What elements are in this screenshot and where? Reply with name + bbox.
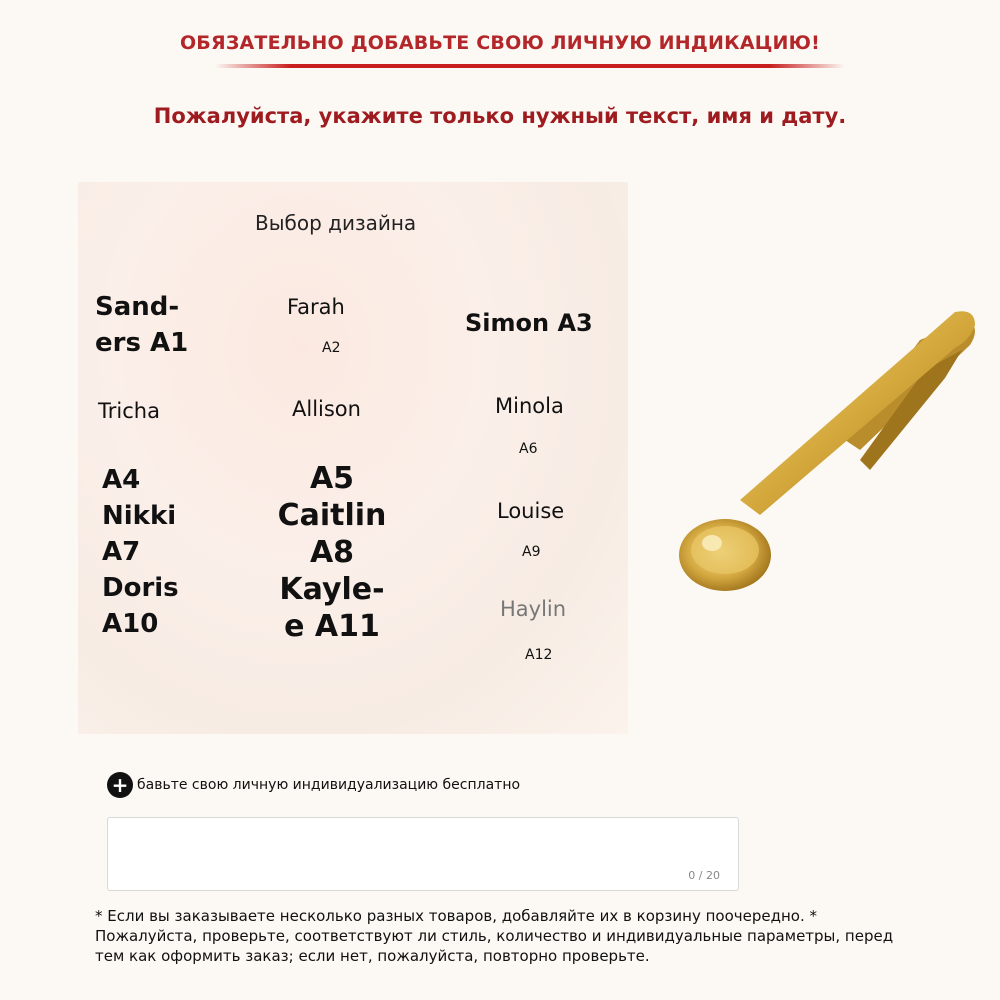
personalization-input[interactable] (107, 817, 739, 891)
character-counter: 0 / 20 (688, 869, 720, 882)
design-option-a2-code: A2 (322, 340, 341, 356)
design-option-minola[interactable]: Minola (495, 394, 564, 418)
page-subtitle: Пожалуйста, укажите только нужный текст, имя и дату. (153, 104, 847, 128)
design-option-allison[interactable]: Allison (292, 397, 361, 421)
design-option-louise[interactable]: Louise (497, 499, 565, 523)
design-option-haylin[interactable]: Haylin (500, 597, 567, 621)
page-title: ОБЯЗАТЕЛЬНО ДОБАВЬТЕ СВОЮ ЛИЧНУЮ ИНДИКАЦИЮ! (179, 32, 821, 54)
add-personalization-label: бавьте свою личную индивидуализацию бесплатно (137, 777, 521, 793)
add-personalization-row[interactable] (107, 771, 520, 799)
design-option-a3[interactable]: Simon A3 (465, 309, 593, 337)
design-option-a12-code: A12 (525, 647, 553, 663)
order-note: * Если вы заказываете несколько разных товаров, добавляйте их в корзину поочередно. * Пожалуйста, проверьте, соответствуют ли стиль, количество и индивидуальные параметры, перед тем как оформить заказ; если нет, пожалуйста, повторно проверьте. (95, 907, 894, 965)
design-title: Выбор дизайна (255, 211, 417, 235)
design-option-a4-a10[interactable]: A4 Nikki A7 Doris A10 (102, 465, 179, 639)
design-option-a6-code: A6 (519, 441, 538, 457)
design-option-a9-code: A9 (522, 544, 541, 560)
plus-circle-icon[interactable]: + (107, 772, 133, 798)
product-image (670, 300, 990, 600)
title-underline (215, 64, 845, 68)
design-option-tricha[interactable]: Tricha (98, 399, 160, 423)
design-option-farah[interactable]: Farah (287, 295, 345, 319)
design-option-a1[interactable]: Sand- ers A1 (95, 292, 189, 358)
design-option-a5-a11[interactable]: A5 Caitlin A8 Kayle- e A11 (277, 461, 387, 644)
